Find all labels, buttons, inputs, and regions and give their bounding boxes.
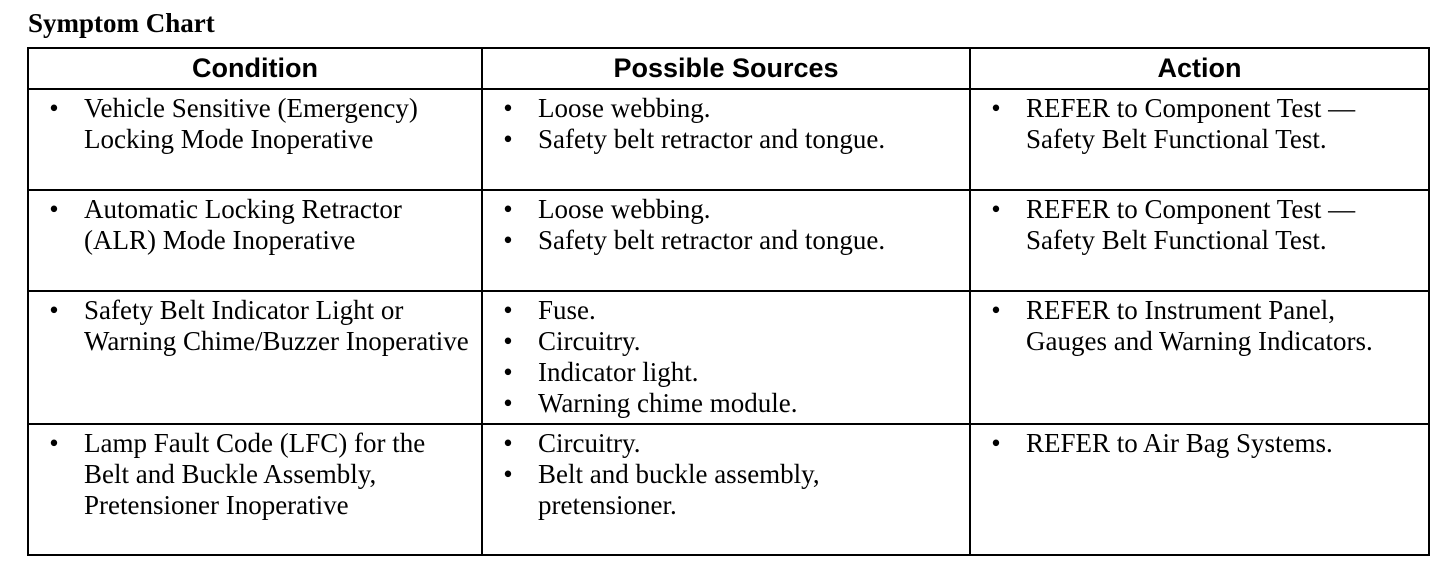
header-row	[28, 48, 1429, 89]
list-item	[483, 124, 961, 155]
condition-text: Safety Belt Indicator Light or Warning Chime/Buzzer Inoperative	[84, 295, 469, 356]
source-text: Loose webbing.	[538, 194, 711, 224]
list-item	[971, 428, 1420, 459]
source-text: Safety belt retractor and tongue.	[538, 225, 886, 255]
bullet-icon: •	[49, 93, 59, 123]
condition-cell	[28, 291, 482, 424]
page-title: Symptom Chart	[28, 8, 215, 38]
condition-cell	[28, 89, 482, 190]
bullet-icon: •	[49, 194, 59, 224]
list-item	[483, 459, 961, 521]
list-item	[29, 194, 473, 256]
source-text: Circuitry.	[538, 326, 641, 356]
condition-cell	[28, 190, 482, 291]
list-item	[483, 295, 961, 326]
bullet-icon: •	[991, 194, 1001, 224]
sources-cell	[482, 424, 970, 555]
action-cell	[970, 424, 1429, 555]
condition-text: Lamp Fault Code (LFC) for the Belt and Buckle Assembly, Pretensioner Inoperative	[84, 428, 426, 520]
bullet-icon: •	[503, 194, 513, 224]
bullet-icon: •	[503, 357, 513, 387]
condition-text: Vehicle Sensitive (Emergency) Locking Mode Inoperative	[84, 93, 418, 154]
sources-cell	[482, 89, 970, 190]
bullet-icon: •	[503, 225, 513, 255]
source-text: Circuitry.	[538, 428, 641, 458]
bullet-icon: •	[49, 295, 59, 325]
bullet-icon: •	[991, 93, 1001, 123]
source-text: Fuse.	[538, 295, 596, 325]
bullet-icon: •	[503, 93, 513, 123]
list-item	[483, 357, 961, 388]
bullet-icon: •	[49, 428, 59, 458]
source-text: Indicator light.	[538, 357, 699, 387]
list-item	[29, 93, 473, 155]
bullet-icon: •	[503, 124, 513, 154]
list-item	[971, 194, 1420, 256]
symptom-table	[27, 47, 1430, 556]
sources-cell	[482, 190, 970, 291]
source-text: Loose webbing.	[538, 93, 711, 123]
action-text: REFER to Air Bag Systems.	[1026, 428, 1333, 458]
bullet-icon: •	[503, 326, 513, 356]
table-row	[28, 190, 1429, 291]
source-text: Belt and buckle assembly, pretensioner.	[538, 459, 820, 520]
action-text: REFER to Component Test — Safety Belt Functional Test.	[1026, 194, 1356, 255]
action-text: REFER to Component Test — Safety Belt Functional Test.	[1026, 93, 1356, 154]
action-cell	[970, 89, 1429, 190]
bullet-icon: •	[991, 428, 1001, 458]
table-row	[28, 424, 1429, 555]
header-condition: Condition	[28, 48, 482, 89]
list-item	[971, 93, 1420, 155]
action-text: REFER to Instrument Panel, Gauges and Warning Indicators.	[1026, 295, 1373, 356]
table-row	[28, 89, 1429, 190]
header-action: Action	[970, 48, 1429, 89]
source-text: Safety belt retractor and tongue.	[538, 124, 886, 154]
bullet-icon: •	[503, 459, 513, 489]
sources-cell	[482, 291, 970, 424]
list-item	[483, 388, 961, 419]
bullet-icon: •	[503, 428, 513, 458]
source-text: Warning chime module.	[538, 388, 798, 418]
condition-text: Automatic Locking Retractor (ALR) Mode Inoperative	[84, 194, 402, 255]
table-row	[28, 291, 1429, 424]
list-item	[483, 326, 961, 357]
list-item	[971, 295, 1420, 357]
bullet-icon: •	[503, 295, 513, 325]
bullet-icon: •	[503, 388, 513, 418]
list-item	[483, 428, 961, 459]
condition-cell	[28, 424, 482, 555]
list-item	[29, 428, 473, 521]
header-possible-sources: Possible Sources	[482, 48, 970, 89]
list-item	[483, 194, 961, 225]
list-item	[483, 225, 961, 256]
bullet-icon: •	[991, 295, 1001, 325]
list-item	[483, 93, 961, 124]
list-item	[29, 295, 473, 357]
action-cell	[970, 190, 1429, 291]
action-cell	[970, 291, 1429, 424]
